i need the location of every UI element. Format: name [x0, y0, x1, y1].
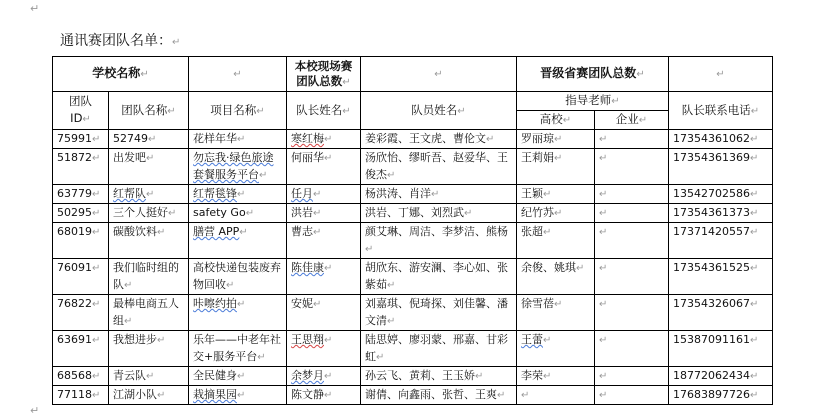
member-names-cell: 刘嘉琪、倪琦探、刘佳馨、潘文清↵ [361, 295, 517, 331]
member-names-cell: 孙云飞、黄莉、王玉娇↵ [361, 367, 517, 386]
corner-mark-bottom: ↵ [30, 404, 40, 417]
captain-name-cell: 余梦月↵ [287, 367, 361, 386]
member-names-cell: 颜艾琳、周洁、李梦洁、熊杨↵ [361, 223, 517, 259]
enterprise-advisor-cell: ↵ [595, 204, 669, 223]
team-id-cell: 76091↵ [53, 259, 109, 295]
project-name-cell: 乐年——中老年社交+服务平台↵ [189, 331, 287, 367]
team-id-cell: 63779↵ [53, 185, 109, 204]
team-id-cell: 76822↵ [53, 295, 109, 331]
captain-phone-cell: 18772062434↵ [669, 367, 773, 386]
table-row [53, 367, 773, 386]
team-name-cell: 我们临时组的队↵ [109, 259, 189, 295]
captain-name-cell: 王思翔↵ [287, 331, 361, 367]
project-name-cell: 高校快递包装废弃物回收↵ [189, 259, 287, 295]
enterprise-advisor-cell: ↵ [595, 149, 669, 185]
corner-mark-top: ↵ [30, 2, 40, 15]
enterprise-advisor-cell: ↵ [595, 331, 669, 367]
project-name-cell: 栽摘果园↵ [189, 386, 287, 405]
enterprise-advisor-cell: ↵ [595, 185, 669, 204]
project-name-cell: 红帮毯锋↵ [189, 185, 287, 204]
university-advisor-cell: 王蕾↵ [517, 331, 595, 367]
project-name-cell: safety Go↵ [189, 204, 287, 223]
empty-header-cell: ↵ [669, 57, 773, 92]
project-name-header: 项目名称↵ [189, 92, 287, 130]
enterprise-advisor-cell: ↵ [595, 223, 669, 259]
province-total-header: 晋级省赛团队总数↵ [517, 57, 669, 92]
enterprise-advisor-header: 企业↵ [595, 111, 669, 130]
member-names-header: 队员姓名↵ [361, 92, 517, 130]
captain-phone-cell: 17354361373↵ [669, 204, 773, 223]
team-name-cell: 我想进步↵ [109, 331, 189, 367]
team-id-cell: 51872↵ [53, 149, 109, 185]
project-name-cell: 膳营 APP↵ [189, 223, 287, 259]
team-name-cell: 三个人挺好↵ [109, 204, 189, 223]
member-names-cell: 陆思婷、廖羽蒙、邢嘉、甘彩虹↵ [361, 331, 517, 367]
captain-name-cell: 何丽华↵ [287, 149, 361, 185]
team-roster-table [52, 56, 773, 405]
empty-header-cell: ↵ [189, 57, 287, 92]
captain-name-cell: 洪岩↵ [287, 204, 361, 223]
university-advisor-cell: 王莉娟↵ [517, 149, 595, 185]
enterprise-advisor-cell: ↵ [595, 259, 669, 295]
university-advisor-cell: 纪竹苏↵ [517, 204, 595, 223]
table-row [53, 223, 773, 259]
project-name-cell: 花样年华↵ [189, 130, 287, 149]
captain-name-cell: 曹志↵ [287, 223, 361, 259]
enterprise-advisor-cell: ↵ [595, 130, 669, 149]
onsite-total-header: 本校现场赛团队总数↵ [287, 57, 361, 92]
team-id-cell: 50295↵ [53, 204, 109, 223]
enterprise-advisor-cell: ↵ [595, 295, 669, 331]
team-id-cell: 68019↵ [53, 223, 109, 259]
team-id-header: 团队 ID↵ [53, 92, 109, 130]
captain-phone-cell: 17354326067↵ [669, 295, 773, 331]
member-names-cell: 胡欣东、游安澜、李心如、张紫茹↵ [361, 259, 517, 295]
university-advisor-cell: 张超↵ [517, 223, 595, 259]
table-row [53, 259, 773, 295]
captain-phone-cell: 15387091161↵ [669, 331, 773, 367]
captain-phone-cell: 17354361525↵ [669, 259, 773, 295]
advisor-header: 指导老师↵ [517, 92, 669, 111]
table-row [53, 295, 773, 331]
captain-phone-cell: 17354361369↵ [669, 149, 773, 185]
team-id-cell: 63691↵ [53, 331, 109, 367]
table-row [53, 185, 773, 204]
school-name-header: 学校名称↵ [53, 57, 189, 92]
team-name-header: 团队名称↵ [109, 92, 189, 130]
captain-name-cell: 安妮↵ [287, 295, 361, 331]
team-name-cell: 江湖小队↵ [109, 386, 189, 405]
university-advisor-header: 高校↵ [517, 111, 595, 130]
member-names-cell: 谢倩、向鑫雨、张哲、王爽↵ [361, 386, 517, 405]
captain-name-cell: 任月↵ [287, 185, 361, 204]
project-name-cell: 咔嚓约拍↵ [189, 295, 287, 331]
document-title: 通讯赛团队名单：↵ [60, 33, 181, 49]
team-name-cell: 青云队↵ [109, 367, 189, 386]
enterprise-advisor-cell: ↵ [595, 386, 669, 405]
empty-header-cell: ↵ [361, 57, 517, 92]
university-advisor-cell: ↵ [517, 386, 595, 405]
table-row [53, 149, 773, 185]
table-row [53, 331, 773, 367]
captain-name-cell: 陈佳康↵ [287, 259, 361, 295]
captain-name-header: 队长姓名↵ [287, 92, 361, 130]
captain-phone-cell: 17354361062↵ [669, 130, 773, 149]
captain-name-cell: 陈文静↵ [287, 386, 361, 405]
project-name-cell: 全民健身↵ [189, 367, 287, 386]
member-names-cell: 汤欣怡、缪昕吾、赵爱华、王俊杰↵ [361, 149, 517, 185]
project-name-cell: 勿忘我·绿色旅途套餐服务平台↵ [189, 149, 287, 185]
team-name-cell: 最棒电商五人组↵ [109, 295, 189, 331]
team-id-cell: 75991↵ [53, 130, 109, 149]
member-names-cell: 姜彩霞、王文虎、曹伦文↵ [361, 130, 517, 149]
team-id-cell: 77118↵ [53, 386, 109, 405]
table-row [53, 204, 773, 223]
team-name-cell: 出发吧↵ [109, 149, 189, 185]
captain-phone-cell: 17683897726↵ [669, 386, 773, 405]
university-advisor-cell: 罗丽琼↵ [517, 130, 595, 149]
member-names-cell: 洪岩、丁娜、刘烈武↵ [361, 204, 517, 223]
university-advisor-cell: 李荣↵ [517, 367, 595, 386]
member-names-cell: 杨洪涛、肖洋↵ [361, 185, 517, 204]
team-name-cell: 红帮队↵ [109, 185, 189, 204]
enterprise-advisor-cell: ↵ [595, 367, 669, 386]
header-row-1 [53, 57, 773, 92]
university-advisor-cell: 徐雪蓓↵ [517, 295, 595, 331]
captain-name-cell: 寒红梅↵ [287, 130, 361, 149]
captain-phone-header: 队长联系电话↵ [669, 92, 773, 130]
captain-phone-cell: 13542702586↵ [669, 185, 773, 204]
captain-phone-cell: 17371420557↵ [669, 223, 773, 259]
team-name-cell: 碳酸饮料↵ [109, 223, 189, 259]
university-advisor-cell: 王颖↵ [517, 185, 595, 204]
table-row [53, 130, 773, 149]
university-advisor-cell: 余俊、姚琪↵ [517, 259, 595, 295]
team-id-cell: 68568↵ [53, 367, 109, 386]
header-row-2 [53, 92, 773, 111]
table-row [53, 386, 773, 405]
team-name-cell: 52749↵ [109, 130, 189, 149]
